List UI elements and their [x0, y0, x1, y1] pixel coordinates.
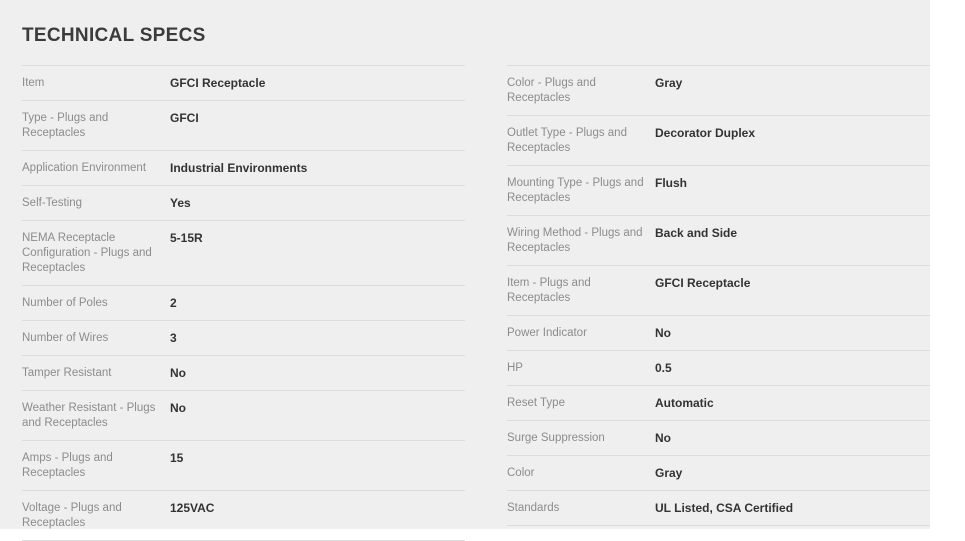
specs-right-column — [507, 65, 950, 526]
spec-label: Number of Wires — [22, 332, 109, 344]
spec-row — [507, 216, 950, 266]
spec-label: Number of Poles — [22, 297, 108, 309]
spec-label: Mounting Type - Plugs and Receptacles — [507, 177, 644, 204]
spec-value: GFCI Receptacle — [170, 76, 266, 90]
spec-value: Back and Side — [655, 226, 738, 240]
spec-row — [22, 151, 465, 186]
spec-label: Weather Resistant - Plugs and Receptacles — [22, 402, 156, 429]
spec-value: 2 — [170, 296, 177, 310]
spec-label: HP — [507, 362, 523, 374]
spec-value: No — [170, 366, 186, 380]
spec-label: Item — [22, 77, 45, 89]
spec-value: Flush — [655, 176, 687, 190]
specs-left-column — [22, 65, 465, 541]
spec-label: Voltage - Plugs and Receptacles — [22, 502, 122, 529]
spec-row — [507, 266, 950, 316]
spec-label: Amps - Plugs and Receptacles — [22, 452, 113, 479]
specs-columns — [22, 65, 908, 541]
spec-label: Type - Plugs and Receptacles — [22, 112, 109, 139]
spec-label: Color — [507, 467, 535, 479]
spec-label: Outlet Type - Plugs and Receptacles — [507, 127, 627, 154]
spec-value: GFCI — [170, 111, 199, 125]
right-gutter — [930, 0, 965, 529]
spec-value: 0.5 — [655, 361, 672, 375]
spec-row — [507, 421, 950, 456]
spec-row — [507, 166, 950, 216]
spec-label: Wiring Method - Plugs and Receptacles — [507, 227, 643, 254]
spec-value: 5-15R — [170, 231, 203, 245]
spec-value: GFCI Receptacle — [655, 276, 751, 290]
spec-row — [507, 351, 950, 386]
spec-label: NEMA Receptacle Configuration - Plugs and Receptacles — [22, 232, 152, 274]
spec-value: Yes — [170, 196, 191, 210]
spec-value: Automatic — [655, 396, 714, 410]
spec-label: Self-Testing — [22, 197, 83, 209]
spec-value: No — [170, 401, 186, 415]
spec-value: 125VAC — [170, 501, 215, 515]
spec-value: 3 — [170, 331, 177, 345]
spec-row — [507, 456, 950, 491]
spec-label: Reset Type — [507, 397, 565, 409]
spec-row — [507, 386, 950, 421]
spec-value: Gray — [655, 76, 683, 90]
spec-label: Standards — [507, 502, 560, 514]
spec-label: Item - Plugs and Receptacles — [507, 277, 591, 304]
spec-row — [507, 316, 950, 351]
spec-label: Surge Suppression — [507, 432, 605, 444]
spec-value: No — [655, 431, 671, 445]
spec-row — [22, 356, 465, 391]
spec-row — [22, 441, 465, 491]
spec-label: Color - Plugs and Receptacles — [507, 77, 596, 104]
spec-value: No — [655, 326, 671, 340]
spec-row — [507, 491, 950, 526]
spec-row — [507, 116, 950, 166]
spec-label: Power Indicator — [507, 327, 587, 339]
spec-value: UL Listed, CSA Certified — [655, 501, 794, 515]
spec-row — [22, 321, 465, 356]
spec-row — [22, 286, 465, 321]
spec-row — [22, 186, 465, 221]
spec-label: Tamper Resistant — [22, 367, 112, 379]
spec-row — [22, 221, 465, 286]
spec-value: Gray — [655, 466, 683, 480]
spec-label: Application Environment — [22, 162, 147, 174]
spec-value: Decorator Duplex — [655, 126, 756, 140]
page-title: TECHNICAL SPECS — [22, 25, 206, 46]
spec-value: Industrial Environments — [170, 161, 308, 175]
spec-row — [507, 65, 950, 116]
spec-row — [22, 491, 465, 541]
spec-row — [22, 65, 465, 101]
spec-value: 15 — [170, 451, 184, 465]
spec-row — [22, 101, 465, 151]
spec-row — [22, 391, 465, 441]
